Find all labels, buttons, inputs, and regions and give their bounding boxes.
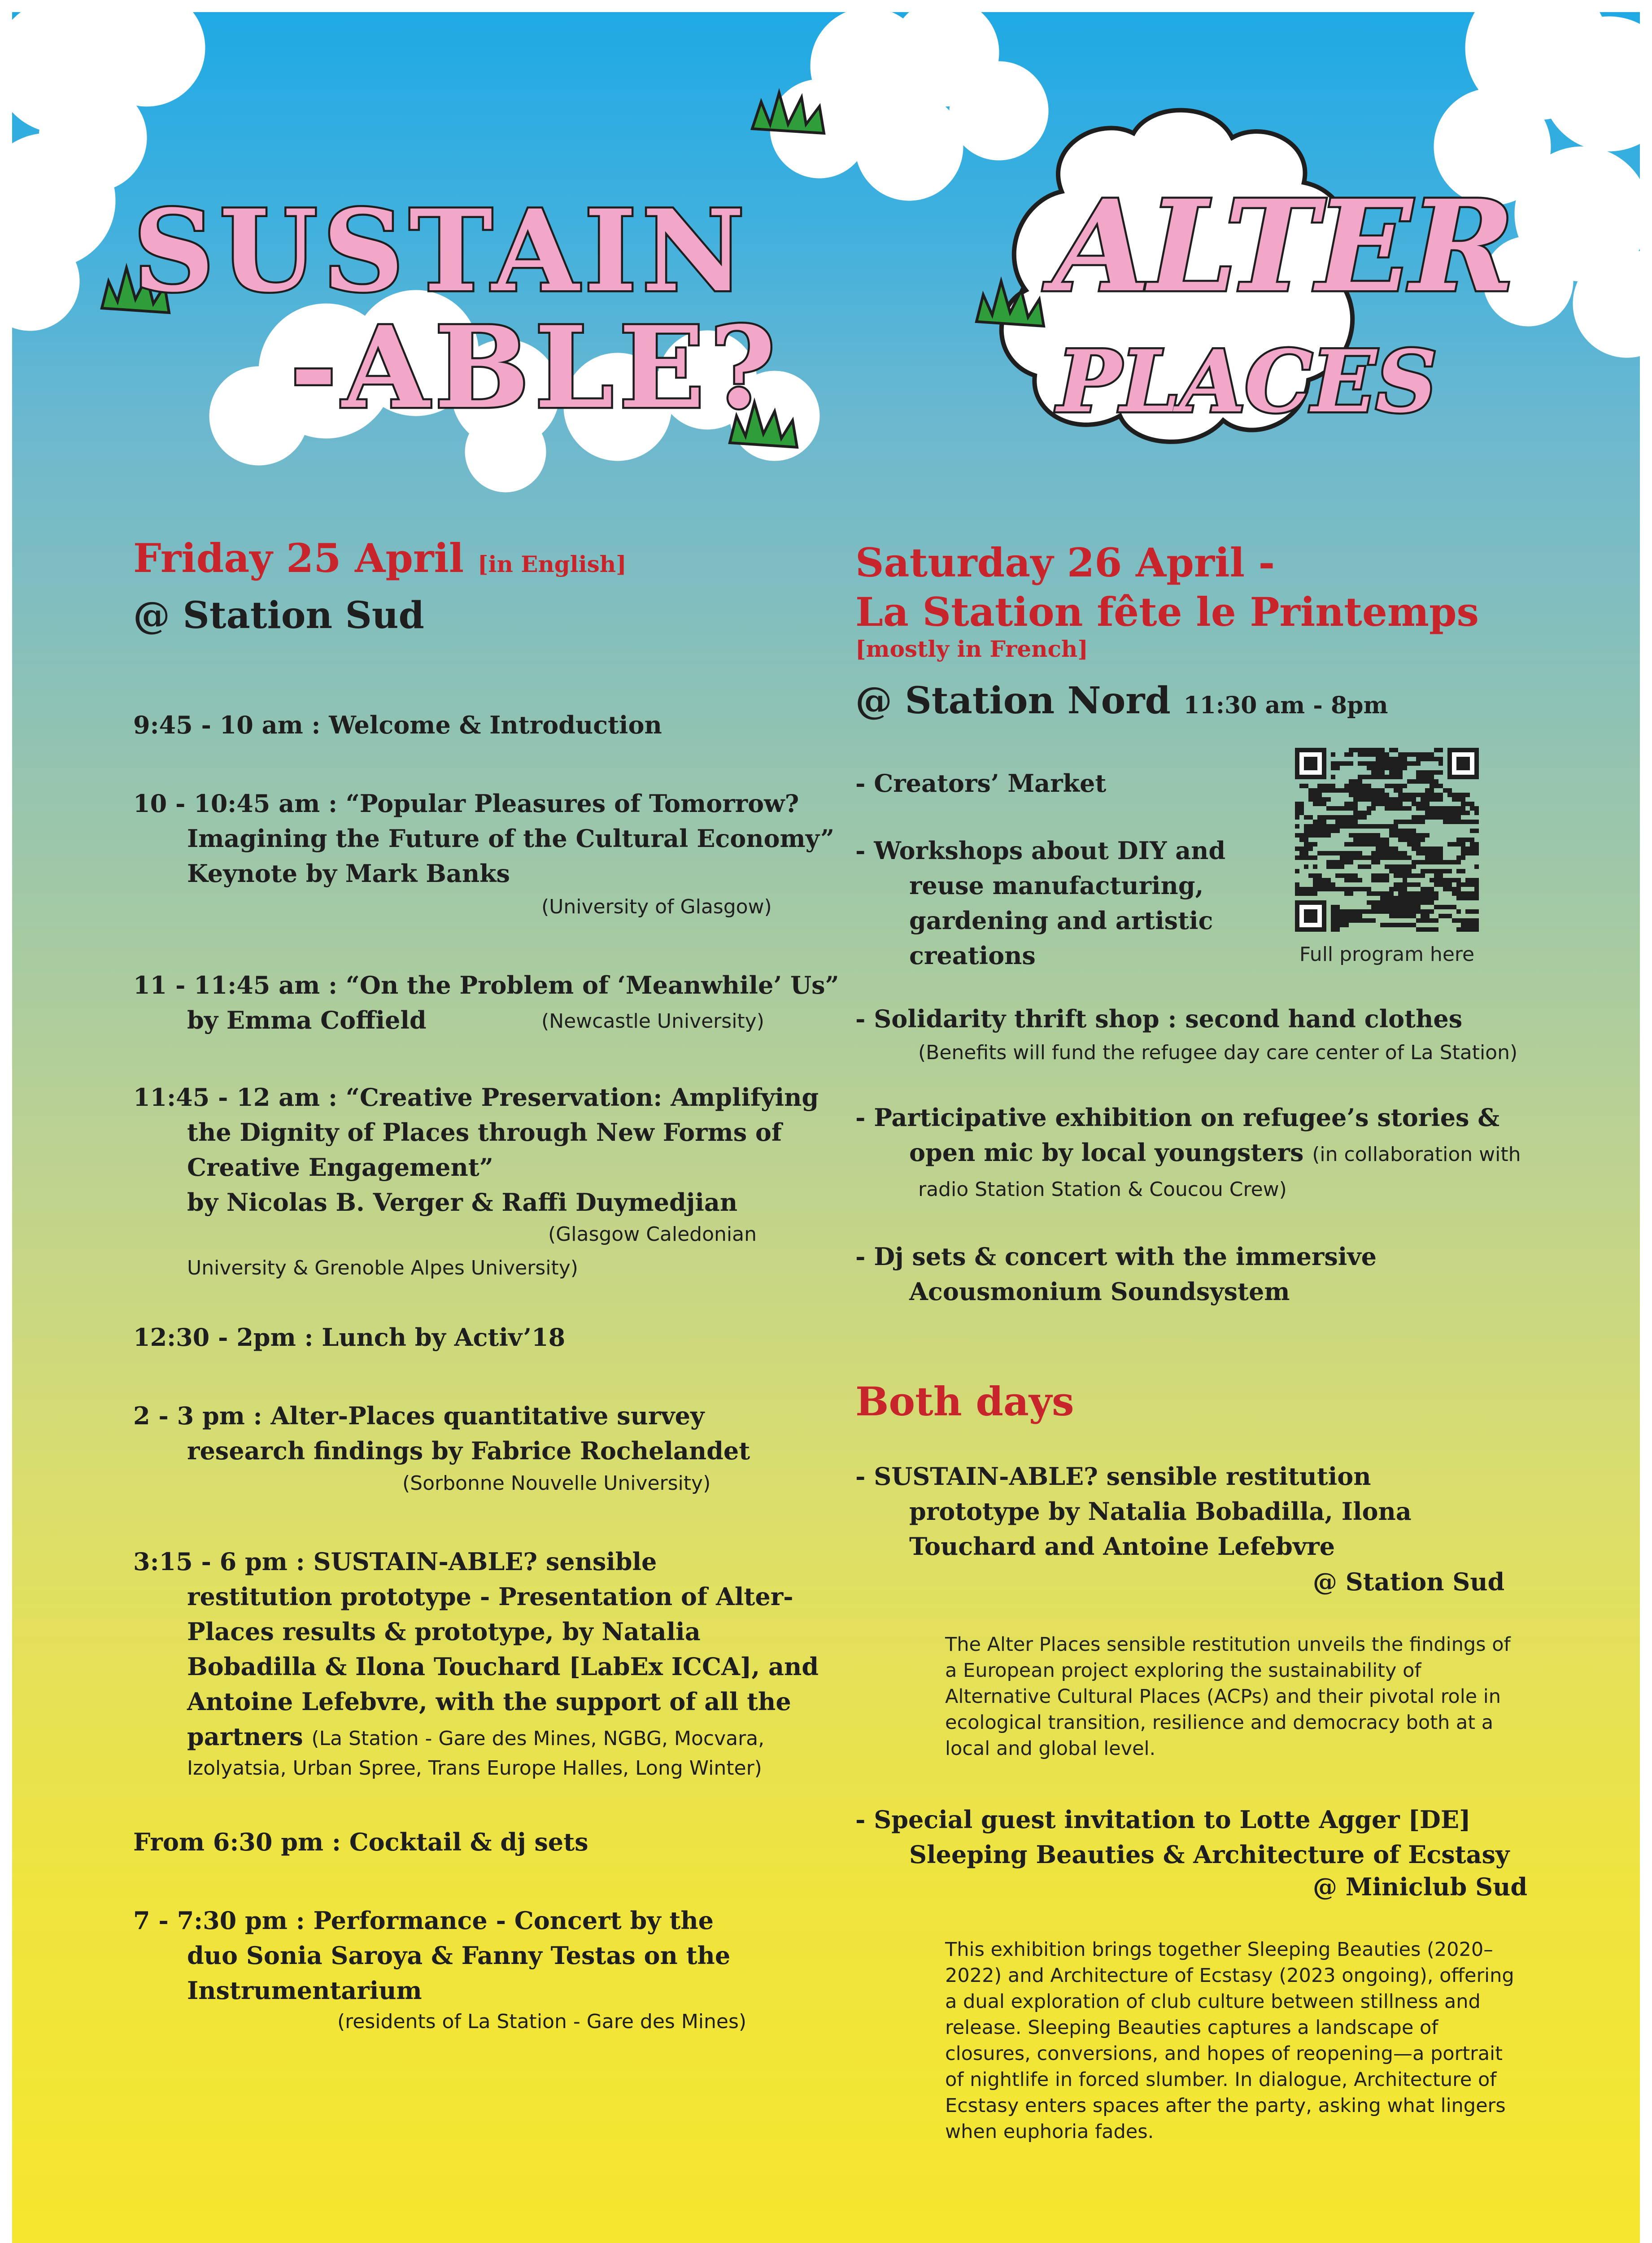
list-item: 7 - 7:30 pm : Performance - Concert by the duo Sonia Saroya & Fanny Testas on the Instrumentarium <box>133 1906 731 2005</box>
list-item: - Participative exhibition on refugee’s stories & open mic by local youngsters (in collaboration with <box>855 1103 1521 1167</box>
list-item: From 6:30 pm : Cocktail & dj sets <box>133 1828 588 1856</box>
list-item: - Special guest invitation to Lotte Agger [DE] Sleeping Beauties & Architecture of Ecstasy <box>855 1805 1510 1869</box>
qr-code[interactable] <box>1295 748 1479 932</box>
venue-label: @ Miniclub Sud <box>1313 1872 1528 1901</box>
title-alter: ALTER <box>1053 173 1513 320</box>
sky-decoration <box>12 12 1640 506</box>
affiliation: (Benefits will fund the refugee day care center of La Station) <box>918 1041 1518 1064</box>
list-item: 12:30 - 2pm : Lunch by Activ’18 <box>133 1323 566 1352</box>
affiliation: (Sorbonne Nouvelle University) <box>402 1472 711 1495</box>
affiliation: radio Station Station & Coucou Crew) <box>918 1178 1287 1201</box>
list-item: - Dj sets & concert with the immersive Acousmonium Soundsystem <box>855 1242 1377 1306</box>
affiliation: (Newcastle University) <box>541 1010 764 1033</box>
poster <box>12 12 1640 2243</box>
friday-language: [in English] <box>477 551 627 577</box>
description: This exhibition brings together Sleeping Beauties (2020–2022) and Architecture of Ecstasy (2023 ongoing), offering a dual exploration of club culture between stillness and release. Sleeping Beauties captures a landscape of closures, conversions, and hopes of reopening—a portrait of nightlife in forced slumber. In dialogue, Architecture of Ecstasy enters spaces after the party, asking what lingers when euphoria fades. <box>945 1938 1514 2143</box>
list-item: - Creators’ Market <box>855 769 1107 798</box>
both-days-heading: Both days <box>855 1378 1074 1425</box>
list-item: 11 - 11:45 am : “On the Problem of ‘Meanwhile’ Us” by Emma Coffield <box>133 971 839 1034</box>
list-item: - Workshops about DIY and reuse manufacturing, gardening and artistic creations <box>855 836 1226 970</box>
title-sustain: SUSTAIN <box>133 185 750 317</box>
affiliation: Izolyatsia, Urban Spree, Trans Europe Halles, Long Winter) <box>187 1757 762 1780</box>
cloud-icon <box>770 12 1048 201</box>
list-item: - Solidarity thrift shop : second hand clothes <box>855 1004 1463 1033</box>
affiliation: (Glasgow Caledonian <box>548 1223 757 1246</box>
qr-caption: Full program here <box>1299 943 1475 966</box>
affiliation: (University of Glasgow) <box>541 895 772 918</box>
list-item: 3:15 - 6 pm : SUSTAIN-ABLE? sensible restitution prototype - Presentation of Alter- Places results & prototype, by Natalia Bobadilla & Ilona Touchard [LabEx ICCA], and Antoine Lefebvre, with the support of all the partners (La Station - Gare des Mines, NGBG, Mocvara, <box>133 1547 819 1751</box>
list-item: 9:45 - 10 am : Welcome & Introduction <box>133 711 662 739</box>
friday-venue: @ Station Sud <box>133 594 424 637</box>
list-item: 10 - 10:45 am : “Popular Pleasures of Tomorrow? Imagining the Future of the Cultural Economy” Keynote by Mark Banks <box>133 789 835 888</box>
venue-label: @ Station Sud <box>1313 1567 1505 1596</box>
list-item: 2 - 3 pm : Alter-Places quantitative survey research findings by Fabrice Rochelandet <box>133 1401 750 1465</box>
title-places: PLACES <box>1057 332 1437 432</box>
saturday-heading: Saturday 26 April - <box>855 539 1275 586</box>
list-item: 11:45 - 12 am : “Creative Preservation: Amplifying the Dignity of Places through New Forms of Creative Engagement” by Nicolas B. Verger & Raffi Duymedjian <box>133 1083 819 1217</box>
title-able: -ABLE? <box>290 301 781 433</box>
saturday-venue: @ Station Nord 11:30 am - 8pm <box>855 679 1388 722</box>
affiliation: University & Grenoble Alpes University) <box>187 1257 578 1279</box>
description: The Alter Places sensible restitution unveils the findings of a European project exploring the sustainability of Alternative Cultural Places (ACPs) and their pivotal role in ecological transition, resilience and democracy both at a local and global level. <box>945 1633 1511 1760</box>
affiliation: (residents of La Station - Gare des Mines) <box>337 2010 747 2033</box>
friday-heading <box>133 532 627 590</box>
list-item: - SUSTAIN-ABLE? sensible restitution prototype by Natalia Bobadilla, Ilona Touchard and Antoine Lefebvre <box>855 1462 1412 1561</box>
saturday-subheading: La Station fête le Printemps <box>855 589 1479 635</box>
friday-date: Friday 25 April <box>133 535 464 581</box>
saturday-language: [mostly in French] <box>855 636 1088 662</box>
